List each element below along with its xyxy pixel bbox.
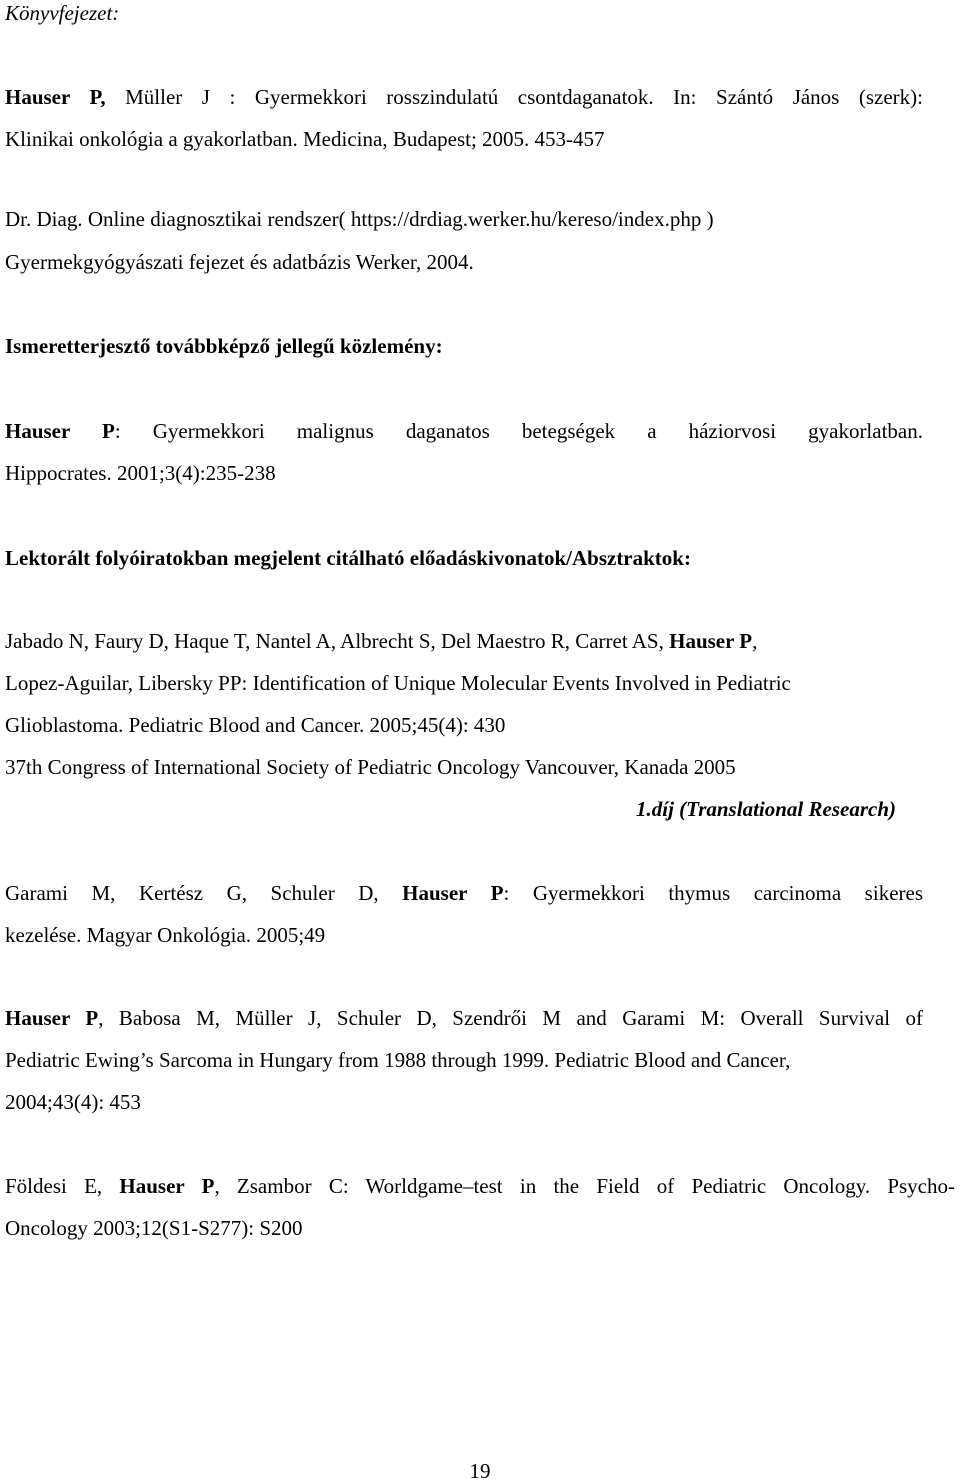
citation-text: Földesi E, [5,1174,120,1198]
citation-text: , Babosa M, Müller J, Schuler D, Szendrői M and Garami M: Overall Survival of [98,1006,923,1030]
review-entry-line-2: Hippocrates. 2001;3(4):235-238 [5,461,276,485]
section-heading-book-chapters: Könyvfejezet: [5,1,120,25]
citation-text: : Gyermekkori thymus carcinoma sikeres [503,881,923,905]
abstract-entry-1-line-3: Glioblastoma. Pediatric Blood and Cancer. 2005;45(4): 430 [5,713,506,737]
author-highlight: Hauser P, [5,85,106,109]
author-highlight: Hauser P [402,881,504,905]
section-heading-abstracts: Lektorált folyóiratokban megjelent citálható előadáskivonatok/Absztraktok: [5,546,691,570]
abstract-entry-2-line-2: kezelése. Magyar Onkológia. 2005;49 [5,923,326,947]
author-highlight: Hauser P [669,629,753,653]
citation-text: Müller J : Gyermekkori rosszindulatú csontdaganatok. In: Szántó János (szerk): [105,85,923,109]
abstract-entry-2-line-1 [5,880,923,906]
book-entry-1-line-2: Klinikai onkológia a gyakorlatban. Medicina, Budapest; 2005. 453-457 [5,127,605,151]
abstract-entry-4-line-2: Oncology 2003;12(S1-S277): S200 [5,1216,303,1240]
book-entry-2-line-2: Gyermekgyógyászati fejezet és adatbázis Werker, 2004. [5,250,474,274]
citation-text: Jabado N, Faury D, Haque T, Nantel A, Albrecht S, Del Maestro R, Carret AS, [5,629,670,653]
book-entry-2-line-1: Dr. Diag. Online diagnosztikai rendszer( https://drdiag.werker.hu/kereso/index.php ) [5,207,714,231]
page-number: 19 [469,1459,491,1483]
abstract-entry-1-line-1 [5,628,757,654]
citation-text: , Zsambor C: Worldgame–test in the Field of Pediatric Oncology. Psycho- [214,1174,955,1198]
citation-text: , [752,629,758,653]
author-highlight: Hauser P [5,1006,99,1030]
abstract-entry-3-line-1 [5,1005,923,1031]
abstract-entry-3-line-2: Pediatric Ewing’s Sarcoma in Hungary from 1988 through 1999. Pediatric Blood and Cancer, [5,1048,791,1072]
abstract-entry-1-line-4: 37th Congress of International Society of Pediatric Oncology Vancouver, Kanada 2005 [5,755,736,779]
abstract-entry-3-line-3: 2004;43(4): 453 [5,1090,141,1114]
citation-text: : Gyermekkori malignus daganatos betegségek a háziorvosi gyakorlatban. [114,419,923,443]
abstract-entry-4-line-1 [5,1173,955,1199]
review-entry-line-1 [5,418,923,444]
section-heading-review: Ismeretterjesztő továbbképző jellegű közlemény: [5,334,443,358]
abstract-entry-1-line-2: Lopez-Aguilar, Libersky PP: Identification of Unique Molecular Events Involved in Pediatric [5,671,791,695]
book-entry-1-line-1 [5,84,923,110]
award-note: 1.díj (Translational Research) [636,797,896,821]
author-highlight: Hauser P [119,1174,215,1198]
author-highlight: Hauser P [5,419,115,443]
citation-text: Garami M, Kertész G, Schuler D, [5,881,403,905]
